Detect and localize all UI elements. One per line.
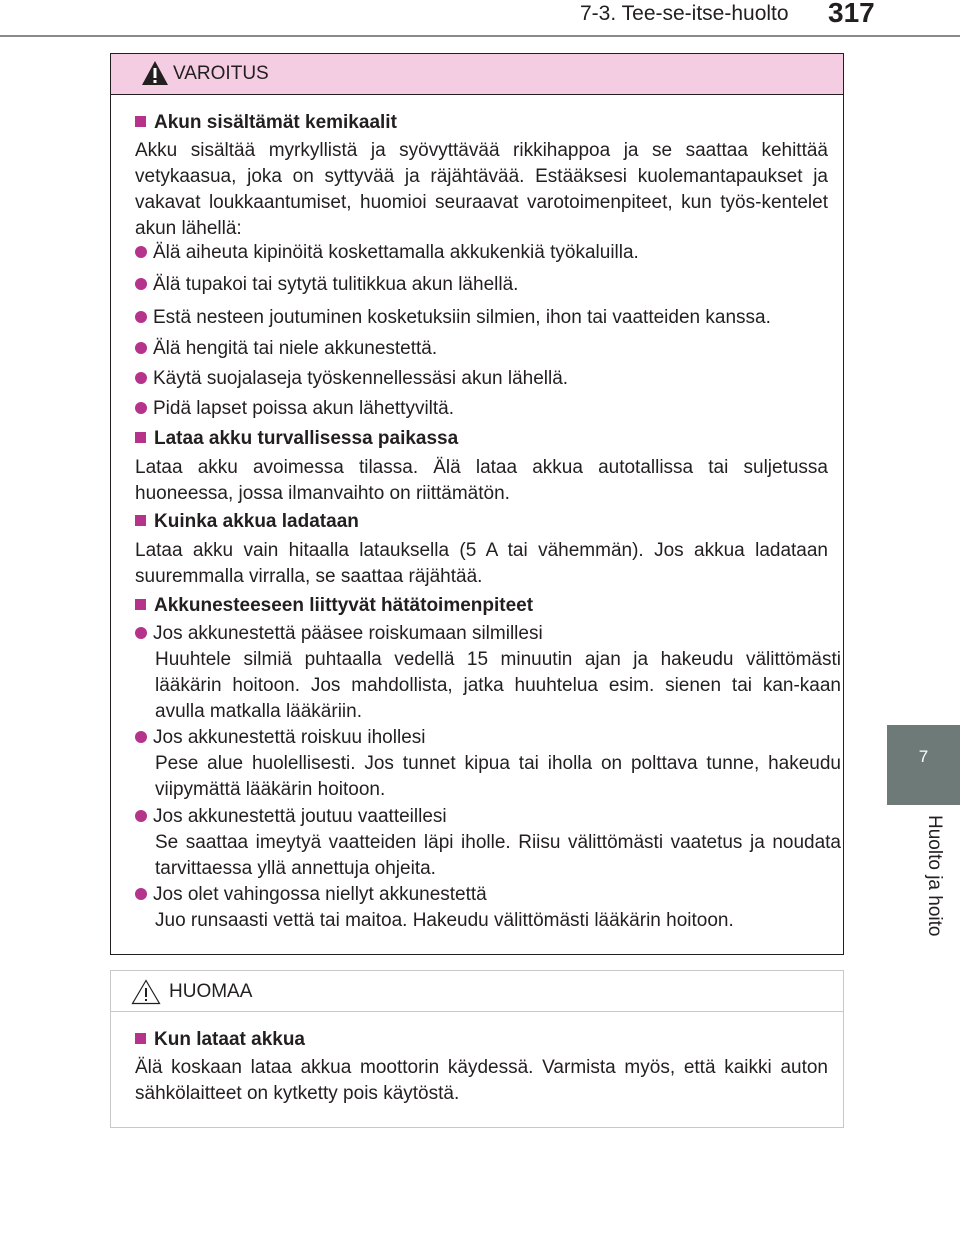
bullet-dot-icon [135,731,147,743]
bullet-dot-icon [135,372,147,384]
section-paragraph: Akku sisältää myrkyllistä ja syövyttävää rikkihappoa ja se saattaa kehittää vetykaasua, joka on syttyvää ja räjähtävää. Estääksesi kuolemantapaukset ja vakavat loukkaantumiset, huomioi seuraavat varotoimenpiteet, kun työs-kentelet akun lähellä: [135,140,828,239]
emergency-item: Jos akkunestettä pääsee roiskumaan silmillesi Huuhtele silmiä puhtaalla vedellä 15 minuutin ajan ja hakeudu välittömästi lääkärin hoitoon. Jos mahdollista, jatka huuhtelua esim. sienen tai kan-kaan avulla matkalla lääkäriin. [135,621,841,725]
notice-label: HUOMAA [169,981,253,1002]
warning-triangle-icon [141,60,169,86]
square-bullet-icon [135,1033,146,1044]
warning-box [110,53,844,955]
bullet-dot-icon [135,810,147,822]
notice-header [111,971,843,1012]
list-item: Käytä suojalaseja työskennellessäsi akun lähellä. [135,366,835,392]
section-heading: Kuinka akkua ladataan [135,511,359,533]
emergency-item: Jos akkunestettä joutuu vaatteillesi Se saattaa imeytyä vaatteiden läpi iholle. Riisu välittömästi vaatetus ja noudata tarvittaessa yllä annettuja ohjeita. [135,804,841,882]
emergency-item: Jos akkunestettä roiskuu ihollesi Pese alue huolellisesti. Jos tunnet kipua tai iholla on polttava tunne, hakeudu viipymättä lääkärin hoitoon. [135,725,841,803]
bullet-dot-icon [135,888,147,900]
notice-paragraph: Älä koskaan lataa akkua moottorin käydessä. Varmista myös, että kaikki auton sähkölaitteet on kytketty pois käytöstä. [135,1057,828,1104]
square-bullet-icon [135,116,146,127]
bullet-dot-icon [135,246,147,258]
bullet-dot-icon [135,278,147,290]
chapter-number: 7 [918,747,929,766]
emergency-item: Jos olet vahingossa niellyt akkunestettä Juo runsaasti vettä tai maitoa. Hakeudu välittömästi lääkärin hoitoon. [135,882,841,934]
bullet-dot-icon [135,627,147,639]
page-number: 317 [828,0,875,28]
list-item: Estä nesteen joutuminen kosketuksiin silmien, ihon tai vaatteiden kanssa. [135,305,835,331]
section-paragraph: Lataa akku vain hitaalla latauksella (5 A tai vähemmän). Jos akkua ladataan suuremmalla virralla, se saattaa räjähtää. [135,540,828,587]
notice-box [110,970,844,1128]
warning-label: VAROITUS [173,63,269,84]
section-paragraph: Lataa akku avoimessa tilassa. Älä lataa akkua autotallissa tai suljetussa huoneessa, jossa ilmanvaihto on riittämätön. [135,457,828,504]
header-divider [0,35,960,37]
bullet-dot-icon [135,342,147,354]
bullet-dot-icon [135,311,147,323]
notice-heading: Kun lataat akkua [135,1029,305,1051]
chapter-tab[interactable] [887,725,960,805]
square-bullet-icon [135,432,146,443]
chapter-label: Huolto ja hoito [924,815,945,937]
list-item: Älä tupakoi tai sytytä tulitikkua akun lähellä. [135,272,835,298]
caution-triangle-icon [131,979,161,1005]
list-item: Älä aiheuta kipinöitä koskettamalla akkukenkiä työkaluilla. [135,240,835,266]
section-heading: Akun sisältämät kemikaalit [135,112,397,134]
warning-header [111,54,843,95]
list-item: Älä hengitä tai niele akkunestettä. [135,336,835,362]
list-item: Pidä lapset poissa akun lähettyviltä. [135,396,835,422]
square-bullet-icon [135,599,146,610]
section-title: 7-3. Tee-se-itse-huolto [580,2,789,25]
section-heading: Akkunesteeseen liittyvät hätätoimenpiteet [135,595,533,617]
bullet-dot-icon [135,402,147,414]
section-heading: Lataa akku turvallisessa paikassa [135,428,458,450]
square-bullet-icon [135,515,146,526]
